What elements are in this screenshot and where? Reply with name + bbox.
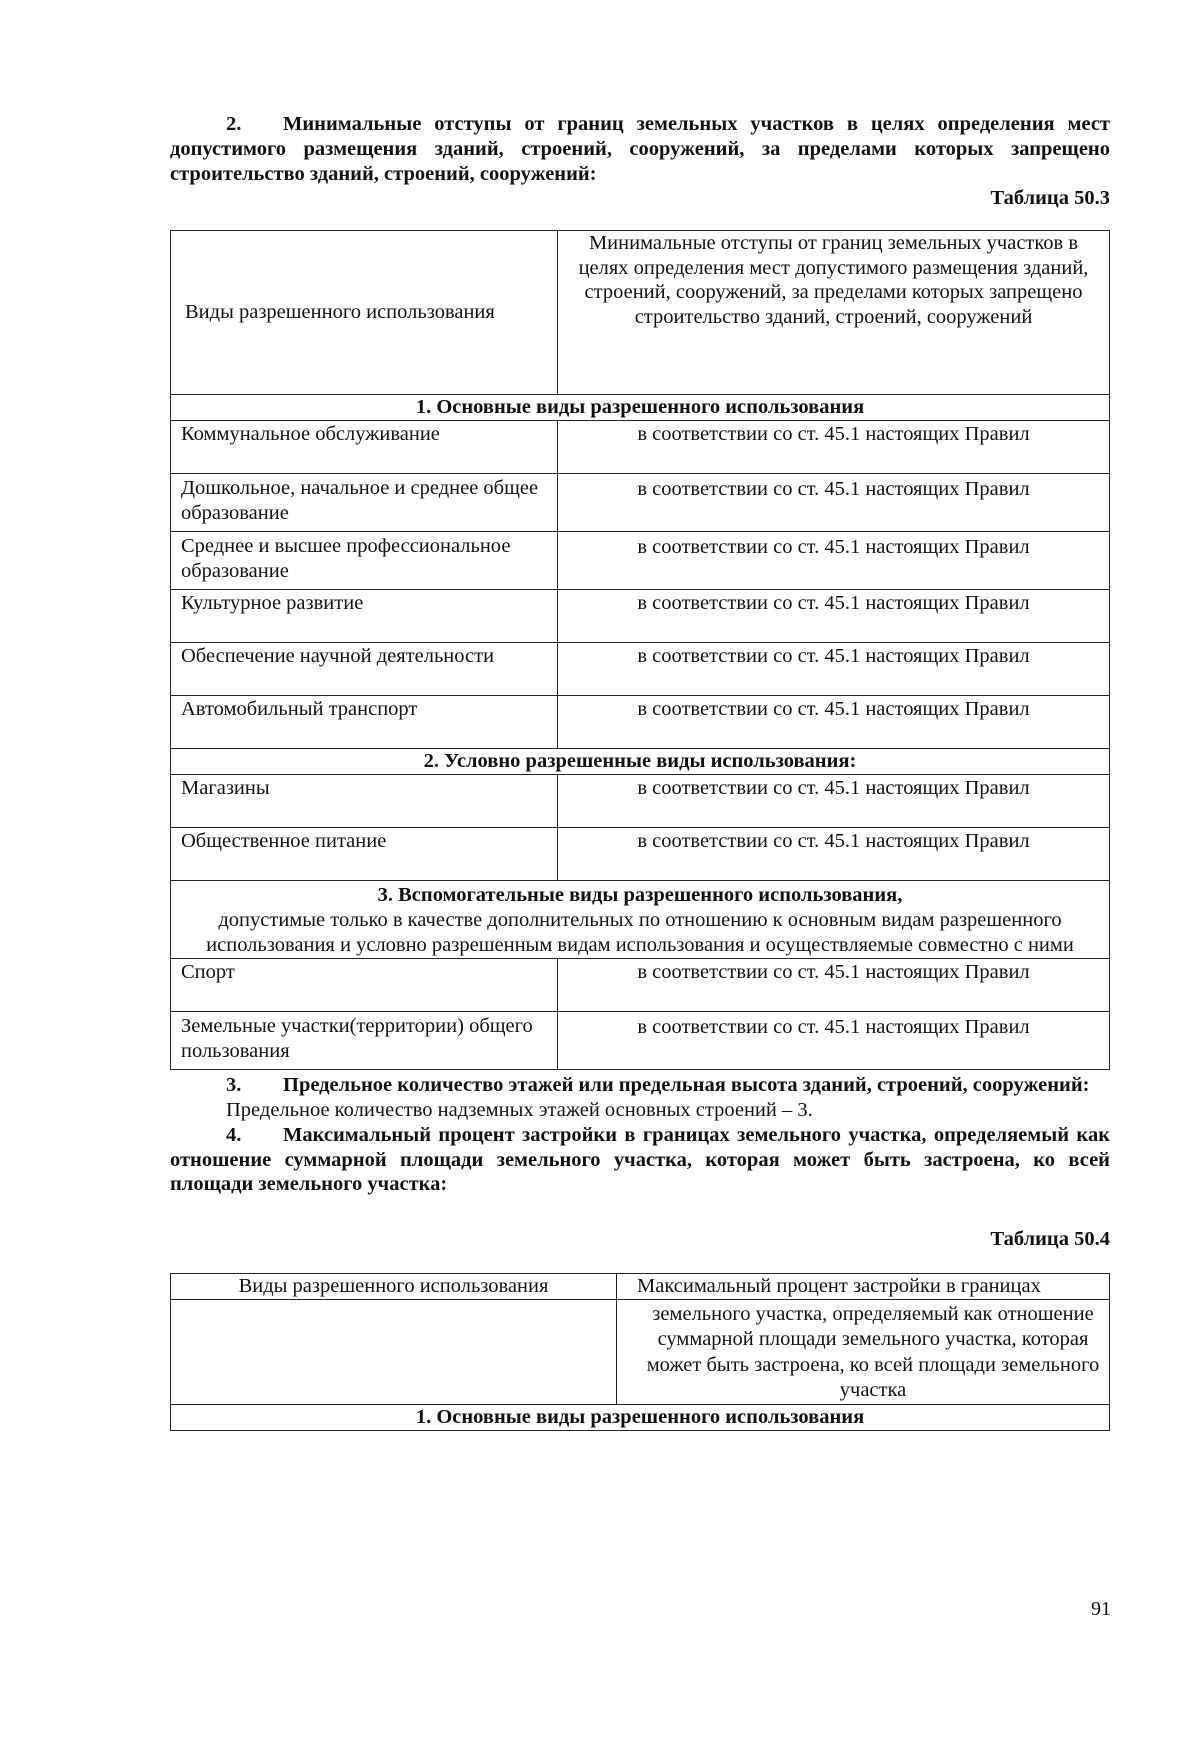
row-value: в соответствии со ст. 45.1 настоящих Правил (558, 775, 1110, 828)
group-3-title (171, 881, 1110, 959)
header-use-type: Виды разрешенного использования (171, 231, 558, 395)
group-3-title-text: 3. Вспомогательные виды разрешенного использования, (377, 884, 903, 907)
page-number: 91 (1091, 1598, 1111, 1620)
row-use: Среднее и высшее профессиональное образование (171, 532, 558, 590)
table-row (171, 1012, 1110, 1070)
table-row (171, 421, 1110, 474)
group-1-title: 1. Основные виды разрешенного использования (171, 1404, 1110, 1430)
table-header-row (171, 1273, 1110, 1299)
table-row (171, 828, 1110, 881)
section-3-number: 3. (226, 1074, 242, 1097)
section-4-number: 4. (226, 1123, 242, 1146)
table-row (171, 474, 1110, 532)
section-2-heading (170, 112, 1110, 186)
table-row (171, 696, 1110, 749)
group-2-title-row (171, 749, 1110, 775)
row-value: в соответствии со ст. 45.1 настоящих Правил (558, 696, 1110, 749)
header-use-type: Виды разрешенного использования (171, 1273, 617, 1299)
table-row (171, 959, 1110, 1012)
section-2-number: 2. (226, 113, 242, 135)
row-value: в соответствии со ст. 45.1 настоящих Правил (558, 959, 1110, 1012)
row-value: в соответствии со ст. 45.1 настоящих Правил (558, 421, 1110, 474)
table-row (171, 643, 1110, 696)
header-min-setback: Минимальные отступы от границ земельных участков в целях определения мест допустимого размещения зданий, строений, сооружений, за пределами которых запрещено строительство зданий, строений, сооружений (558, 231, 1110, 395)
group-1-title-row (171, 395, 1110, 421)
section-4-heading (170, 1123, 1110, 1197)
section-4-text: Максимальный процент застройки в границах земельного участка, определяемый как отношение суммарной площади земельного участка, которая может быть застроена, ко всей площади земельного участка: (170, 1123, 1110, 1196)
group-1-title-row (171, 1404, 1110, 1430)
empty-cell (171, 1299, 617, 1404)
row-value: в соответствии со ст. 45.1 настоящих Правил (558, 590, 1110, 643)
section-3-heading (170, 1073, 1110, 1098)
section-2-text: Минимальные отступы от границ земельных участков в целях определения мест допустимого размещения зданий, строений, сооружений, за пределами которых запрещено строительство зданий, строений, сооружений: (170, 113, 1110, 185)
table-50-3 (170, 230, 1110, 1070)
row-use: Коммунальное обслуживание (171, 421, 558, 474)
document-page (170, 112, 1110, 1431)
group-3-subtitle: допустимые только в качестве дополнительных по отношению к основным видам разрешенного использования и условно разрешенным видам использования и осуществляемые совместно с ними (206, 909, 1074, 957)
row-use: Спорт (171, 959, 558, 1012)
group-1-title: 1. Основные виды разрешенного использования (171, 395, 1110, 421)
header-max-coverage-part1: Максимальный процент застройки в границах (617, 1273, 1110, 1299)
row-use: Дошкольное, начальное и среднее общее образование (171, 474, 558, 532)
group-3-title-row (171, 881, 1110, 959)
table-header-continuation-row (171, 1299, 1110, 1404)
row-use: Обеспечение научной деятельности (171, 643, 558, 696)
table-50-4 (170, 1273, 1110, 1431)
row-use: Общественное питание (171, 828, 558, 881)
row-value: в соответствии со ст. 45.1 настоящих Правил (558, 828, 1110, 881)
row-value: в соответствии со ст. 45.1 настоящих Правил (558, 532, 1110, 590)
section-3-body: Предельное количество надземных этажей основных строений – 3. (226, 1098, 813, 1121)
table-row (171, 532, 1110, 590)
row-use: Магазины (171, 775, 558, 828)
table-50-4-label: Таблица 50.4 (990, 1228, 1110, 1251)
row-value: в соответствии со ст. 45.1 настоящих Правил (558, 643, 1110, 696)
row-use: Культурное развитие (171, 590, 558, 643)
group-2-title: 2. Условно разрешенные виды использования: (171, 749, 1110, 775)
row-use: Земельные участки(территории) общего пользования (171, 1012, 558, 1070)
table-row (171, 590, 1110, 643)
row-use: Автомобильный транспорт (171, 696, 558, 749)
row-value: в соответствии со ст. 45.1 настоящих Правил (558, 474, 1110, 532)
table-row (171, 775, 1110, 828)
row-value: в соответствии со ст. 45.1 настоящих Правил (558, 1012, 1110, 1070)
table-50-3-label: Таблица 50.3 (990, 187, 1110, 210)
table-header-row (171, 231, 1110, 395)
header-max-coverage-part2: земельного участка, определяемый как отношение суммарной площади земельного участка, которая может быть застроена, ко всей площади земельного участка (617, 1299, 1110, 1404)
section-3-text: Предельное количество этажей или предельная высота зданий, строений, сооружений: (283, 1074, 1090, 1097)
